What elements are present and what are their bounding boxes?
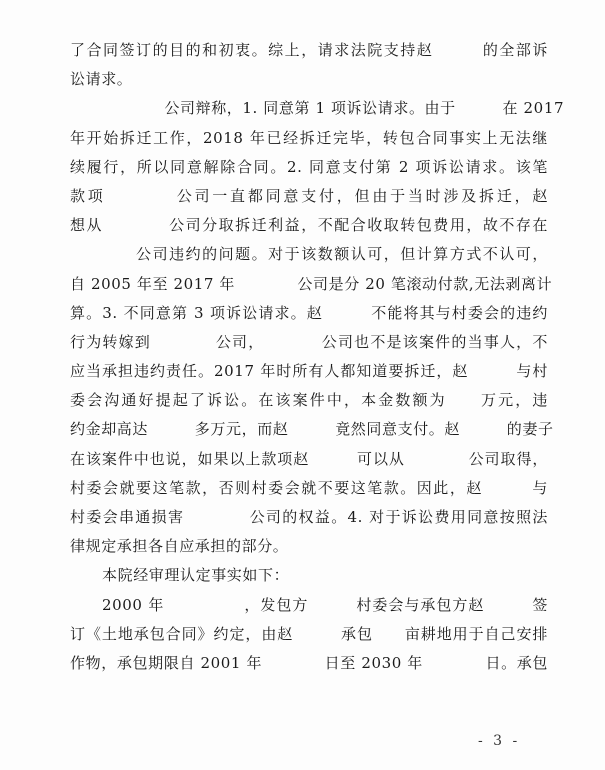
text-line: 续履行，所以同意解除合同。2. 同意支付第 2 项诉讼请求。该笔: [70, 157, 548, 176]
text-line: 在该案件中也说，如果以上款项赵 可以从 公司取得，: [70, 449, 548, 468]
text-line: 村委会就要这笔款，否则村委会就不要这笔款。因此，赵 与: [70, 478, 548, 497]
text-line: 律规定承担各自应承担的部分。: [70, 537, 289, 556]
page-number: - 3 -: [478, 733, 521, 749]
text-line: 自 2005 年至 2017 年 公司是分 20 笔滚动付款,无法剥离计: [70, 274, 553, 293]
text-line: 本院经审理认定事实如下：: [102, 566, 290, 585]
text-line: 款项 公司一直都同意支付，但由于当时涉及拆迁，赵: [70, 186, 580, 205]
text-line: 公司辩称，1. 同意第 1 项诉讼请求。由于 在 2017: [102, 99, 565, 118]
text-line: 约金却高达 多万元，而赵 竟然同意支付。赵 的妻子: [70, 420, 554, 439]
text-line: 2000 年 ，发包方 村委会与承包方赵 签: [102, 595, 548, 614]
text-line: 委会沟通好提起了诉讼。在该案件中，本金数额为 万元，违: [70, 391, 548, 410]
text-line: 订《土地承包合同》约定，由赵 承包 亩耕地用于自己安排: [70, 624, 548, 643]
document-body: [70, 36, 580, 678]
text-line: 算。3. 不同意第 3 项诉讼请求。赵 不能将其与村委会的违约: [70, 303, 548, 322]
text-line: 想从 公司分取拆迁利益，不配合收取转包费用，故不存在: [70, 216, 548, 235]
text-line: 应当承担违约责任。2017 年时所有人都知道要拆迁，赵 与村: [70, 362, 548, 381]
text-line: 作物，承包期限自 2001 年 日至 2030 年 日。承包: [70, 653, 548, 672]
text-line: 了合同签订的目的和初衷。综上，请求法院支持赵 的全部诉: [70, 41, 548, 59]
text-line: 行为转嫁到 公司， 公司也不是该案件的当事人，不: [70, 332, 548, 351]
text-line: 村委会串通损害 公司的权益。4. 对于诉讼费用同意按照法: [70, 508, 548, 526]
text-line: 公司违约的问题。对于该数额认可，但计算方式不认可，: [70, 245, 548, 264]
text-line: 讼请求。: [70, 70, 133, 89]
text-line: 年开始拆迁工作，2018 年已经拆迁完毕，转包合同事实上无法继: [70, 128, 548, 147]
